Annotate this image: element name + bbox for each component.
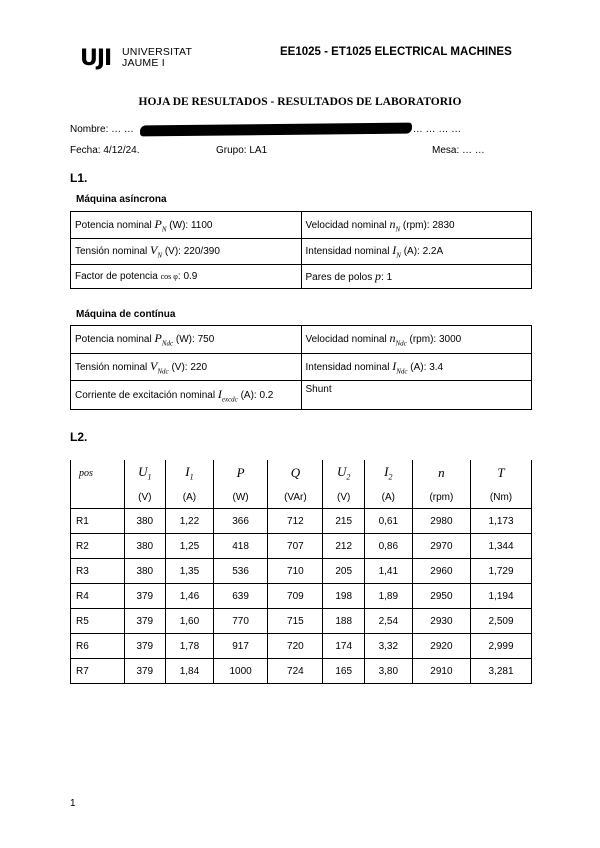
table-cell: 720 (268, 634, 323, 659)
table-cell: 639 (213, 584, 267, 609)
table-cell: 1,25 (165, 534, 213, 559)
row-label: R4 (71, 584, 125, 609)
table-row (71, 509, 532, 534)
table-cell: 0,61 (364, 509, 412, 534)
async-factor-cell: Factor de potencia cos φ: 0.9 (71, 265, 302, 289)
async-machine-table (70, 211, 532, 289)
table-row (71, 559, 532, 584)
fecha-field: Fecha: 4/12/24. (70, 145, 140, 156)
uji-logo-text: UNIVERSITAT JAUME I (122, 46, 193, 69)
table-cell: 2970 (412, 534, 470, 559)
dc-tension-cell: Tensión nominal $V_{Ndc}$ (V): 220 (71, 354, 302, 381)
col-header-unit: (W) (213, 486, 267, 509)
results-body (71, 509, 532, 684)
table-row (71, 634, 532, 659)
table-cell: 1,84 (165, 659, 213, 684)
table-cell: 2960 (412, 559, 470, 584)
col-header-symbol: P (213, 460, 267, 486)
course-title: EE1025 - ET1025 ELECTRICAL MACHINES (280, 46, 512, 58)
col-header-pos: pos (71, 460, 125, 486)
uji-logo-mark: UJI (80, 46, 112, 71)
section-l2-heading: L2. (70, 430, 88, 444)
row-label: R2 (71, 534, 125, 559)
table-cell: 709 (268, 584, 323, 609)
col-header-symbol: $U_2$ (323, 460, 364, 486)
table-cell: 215 (323, 509, 364, 534)
table-cell: 2,509 (471, 609, 532, 634)
col-header-unit: (A) (165, 486, 213, 509)
table-cell: 1,89 (364, 584, 412, 609)
async-pares-cell: Pares de polos p: 1 (301, 265, 532, 289)
table-cell: 2980 (412, 509, 470, 534)
row-label: R6 (71, 634, 125, 659)
table-cell: 1,194 (471, 584, 532, 609)
table-cell: 379 (124, 584, 165, 609)
table-cell: 2920 (412, 634, 470, 659)
table-cell: 1,35 (165, 559, 213, 584)
table-cell: 2,54 (364, 609, 412, 634)
table-cell: 2930 (412, 609, 470, 634)
row-label: R3 (71, 559, 125, 584)
table-cell: 165 (323, 659, 364, 684)
table-cell: 1,41 (364, 559, 412, 584)
table-cell: 188 (323, 609, 364, 634)
col-header-symbol: $I_1$ (165, 460, 213, 486)
col-header-symbol: n (412, 460, 470, 486)
table-cell: 1,173 (471, 509, 532, 534)
row-label: R7 (71, 659, 125, 684)
table-cell: 707 (268, 534, 323, 559)
results-unit-row (71, 486, 532, 509)
table-cell: 0,86 (364, 534, 412, 559)
table-cell: 212 (323, 534, 364, 559)
results-symbol-row (71, 460, 532, 486)
table-cell: 1,729 (471, 559, 532, 584)
grupo-field: Grupo: LA1 (216, 145, 268, 156)
async-machine-title: Máquina asíncrona (76, 194, 167, 205)
table-cell: 379 (124, 659, 165, 684)
async-intensidad-cell: Intensidad nominal $I_N$ (A): 2.2A (301, 239, 532, 265)
table-cell: 380 (124, 559, 165, 584)
table-row (71, 534, 532, 559)
table-cell: 1,22 (165, 509, 213, 534)
redaction-mark (140, 123, 412, 137)
table-cell: 1,344 (471, 534, 532, 559)
col-header-symbol: Q (268, 460, 323, 486)
table-cell: 174 (323, 634, 364, 659)
table-cell: 379 (124, 634, 165, 659)
unit-cell-pos (71, 486, 125, 509)
dc-machine-title: Máquina de contínua (76, 309, 176, 320)
col-header-unit: (V) (124, 486, 165, 509)
col-header-unit: (rpm) (412, 486, 470, 509)
table-cell: 198 (323, 584, 364, 609)
table-cell: 418 (213, 534, 267, 559)
dc-velocidad-cell: Velocidad nominal $n_{Ndc}$ (rpm): 3000 (301, 326, 532, 354)
nombre-label: Nombre: … … (70, 124, 134, 135)
table-cell: 3,32 (364, 634, 412, 659)
page-number: 1 (70, 798, 76, 809)
section-l1-heading: L1. (70, 171, 88, 185)
table-cell: 2950 (412, 584, 470, 609)
table-cell: 1,78 (165, 634, 213, 659)
table-row (71, 609, 532, 634)
col-header-unit: (A) (364, 486, 412, 509)
table-cell: 712 (268, 509, 323, 534)
table-cell: 1,60 (165, 609, 213, 634)
table-cell: 380 (124, 534, 165, 559)
table-cell: 2910 (412, 659, 470, 684)
table-cell: 1000 (213, 659, 267, 684)
table-cell: 1,46 (165, 584, 213, 609)
async-tension-cell: Tensión nominal $V_N$ (V): 220/390 (71, 239, 302, 265)
table-cell: 724 (268, 659, 323, 684)
col-header-symbol: $U_1$ (124, 460, 165, 486)
table-cell: 205 (323, 559, 364, 584)
async-potencia-cell: Potencia nominal $P_N$ (W): 1100 (71, 212, 302, 239)
results-table (70, 460, 532, 684)
dc-machine-table (70, 325, 532, 410)
col-header-unit: (VAr) (268, 486, 323, 509)
table-cell: 536 (213, 559, 267, 584)
col-header-unit: (V) (323, 486, 364, 509)
row-label: R5 (71, 609, 125, 634)
table-row (71, 659, 532, 684)
row-label: R1 (71, 509, 125, 534)
table-cell: 770 (213, 609, 267, 634)
async-velocidad-cell: Velocidad nominal $n_N$ (rpm): 2830 (301, 212, 532, 239)
table-cell: 710 (268, 559, 323, 584)
table-cell: 917 (213, 634, 267, 659)
table-cell: 2,999 (471, 634, 532, 659)
mesa-field: Mesa: … … (432, 145, 485, 156)
table-cell: 3,281 (471, 659, 532, 684)
col-header-symbol: $I_2$ (364, 460, 412, 486)
dc-tipo-cell: Shunt (301, 381, 532, 410)
nombre-trail: … … … … … (400, 124, 462, 135)
uji-logo (80, 46, 210, 72)
col-header-unit: (Nm) (471, 486, 532, 509)
dc-intensidad-cell: Intensidad nominal $I_{Ndc}$ (A): 3.4 (301, 354, 532, 381)
table-cell: 715 (268, 609, 323, 634)
table-cell: 3,80 (364, 659, 412, 684)
dc-potencia-cell: Potencia nominal $P_{Ndc}$ (W): 750 (71, 326, 302, 354)
dc-excitacion-cell: Corriente de excitación nominal $I_{excdc}$ (A): 0.2 (71, 381, 302, 410)
table-cell: 379 (124, 609, 165, 634)
col-header-symbol: T (471, 460, 532, 486)
page-title: HOJA DE RESULTADOS - RESULTADOS DE LABORATORIO (138, 96, 462, 108)
table-row (71, 584, 532, 609)
table-cell: 380 (124, 509, 165, 534)
table-cell: 366 (213, 509, 267, 534)
